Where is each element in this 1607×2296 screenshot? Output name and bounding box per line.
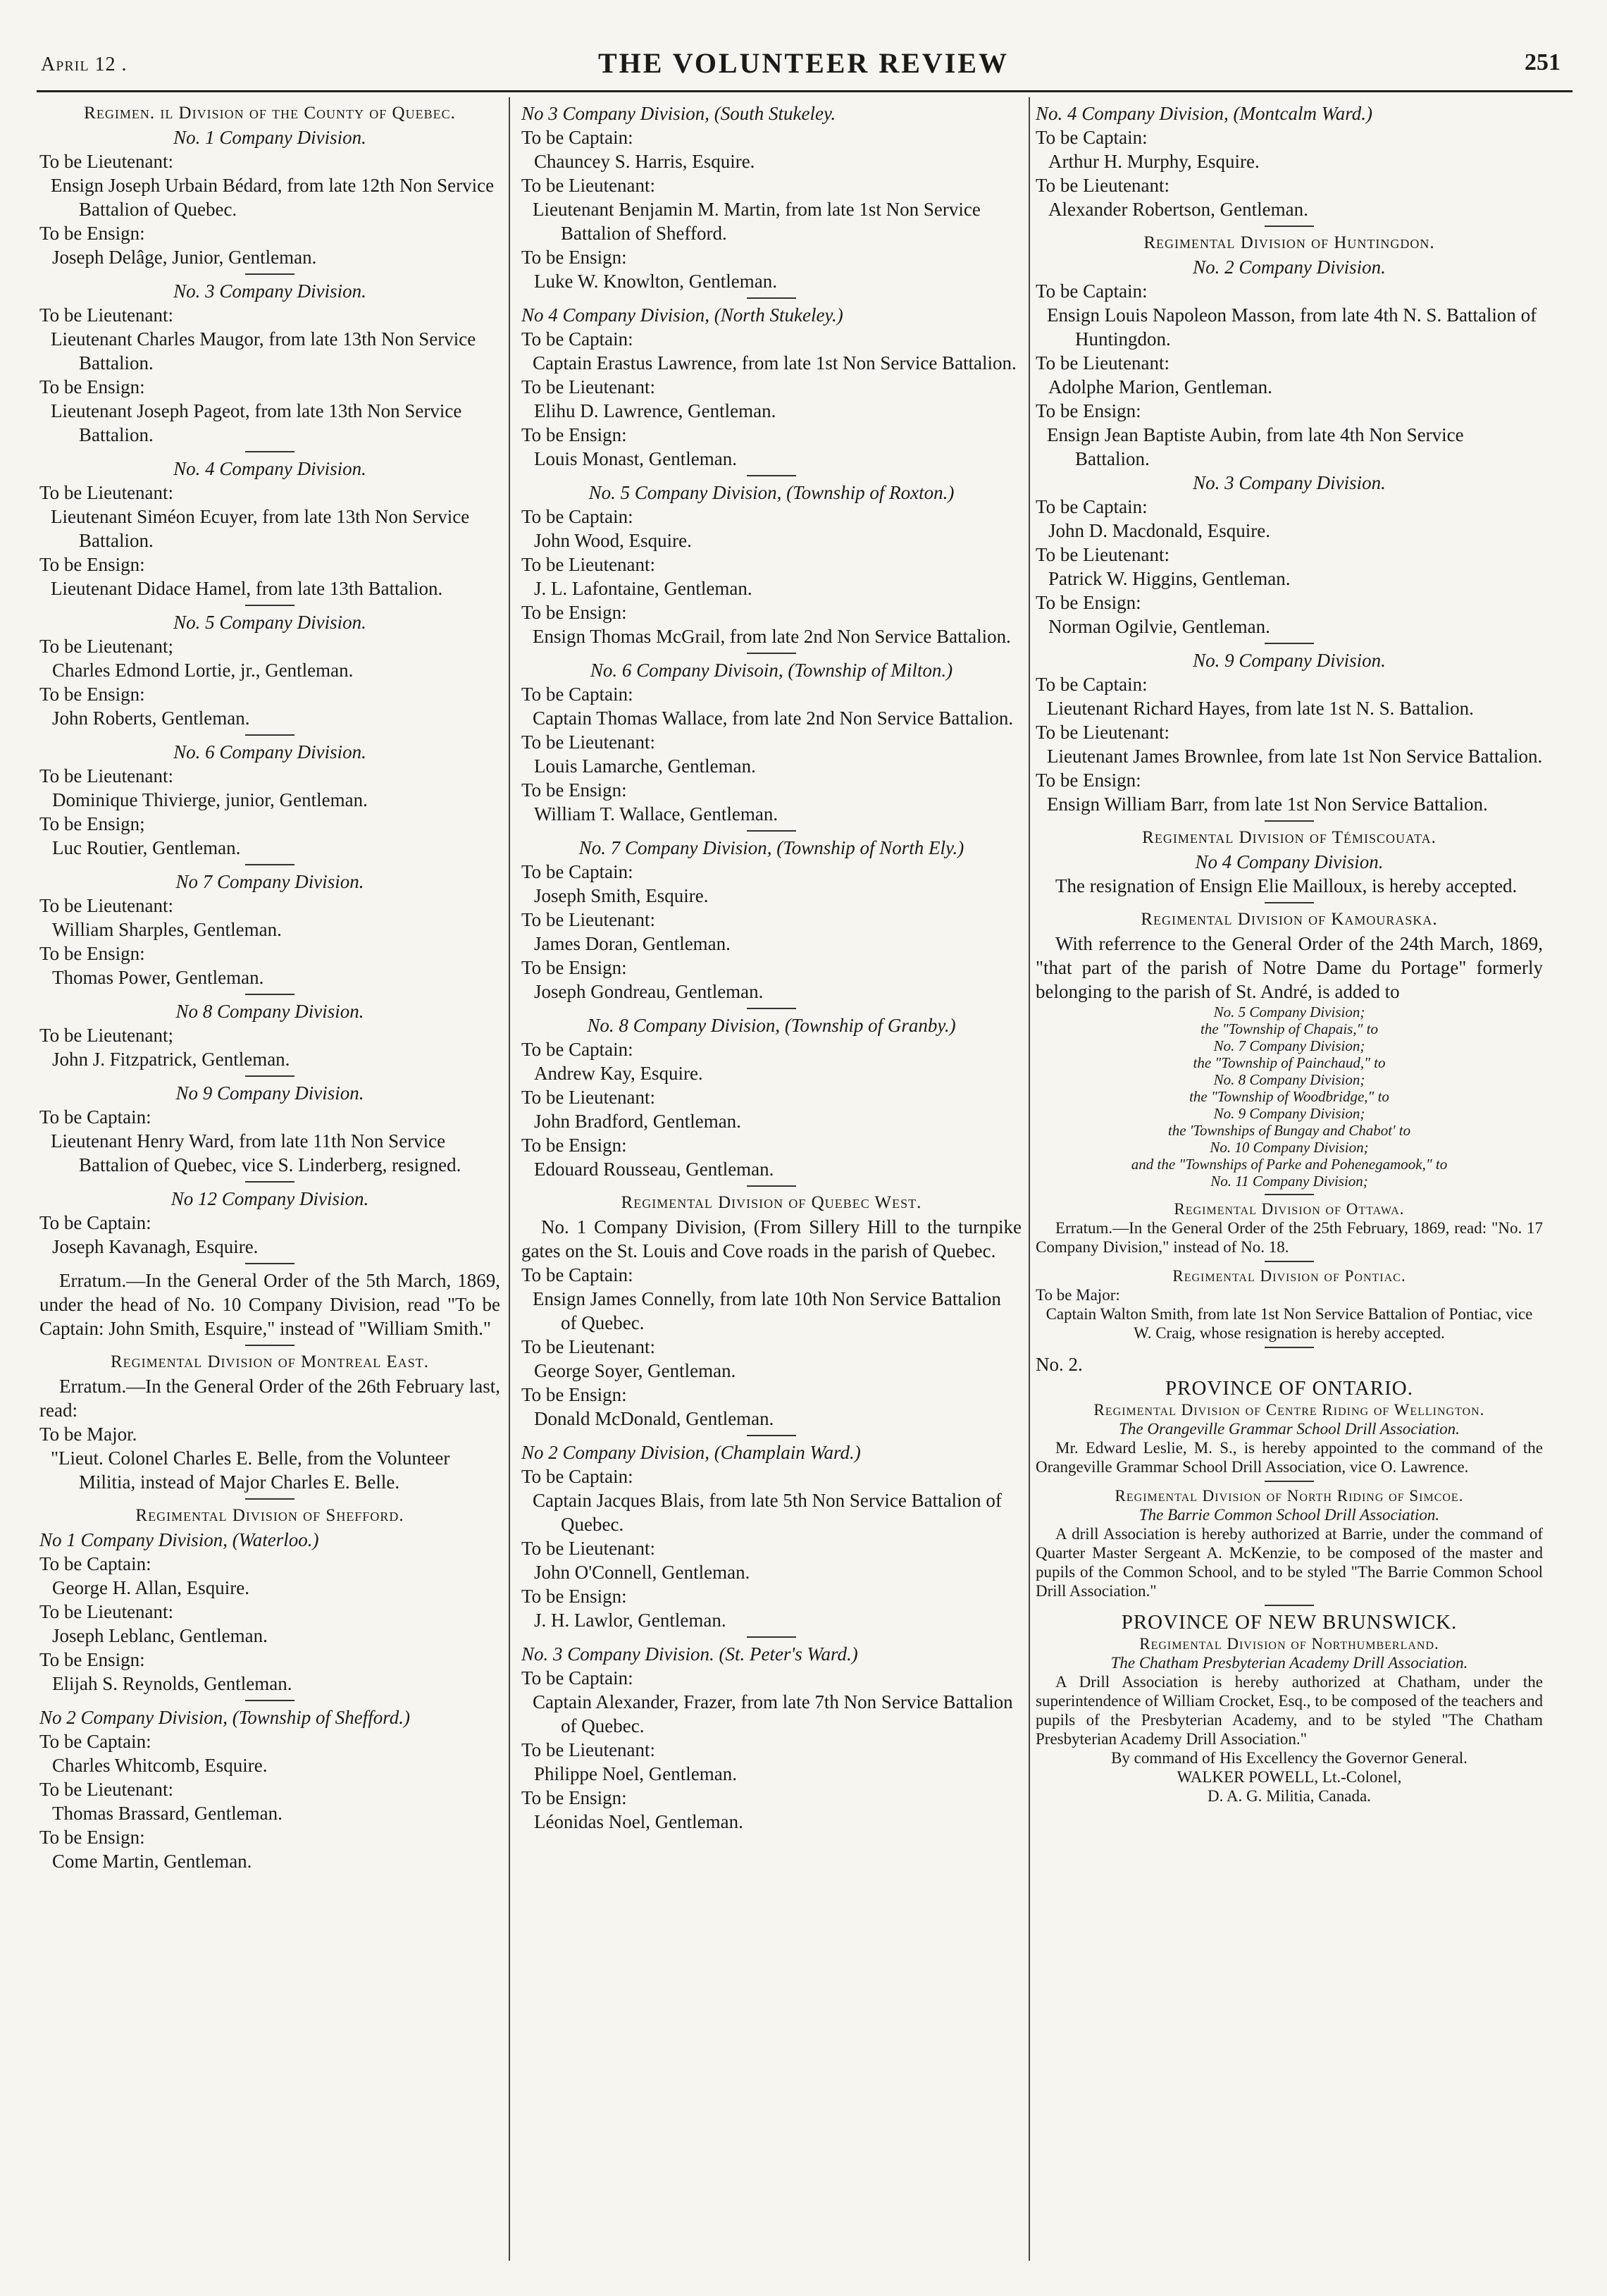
appointment-role: To be Lieutenant: [39,765,174,786]
appointment-role: To be Lieutenant: [521,376,656,397]
division-assignment: the "Township of Painchaud," to [1193,1054,1386,1071]
company-division-heading: No 1 Company Division, (Waterloo.) [39,1529,319,1550]
appointee-name: Ensign James Connelly, from late 10th Non Service Battalion of Quebec. [533,1288,1001,1333]
appointment-role: To be Captain: [39,1553,151,1574]
company-division-heading: No. 5 Company Division, (Township of Roxton.) [588,482,955,503]
appointment-role: To be Lieutenant: [39,304,174,326]
appointment-role: To be Lieutenant: [39,482,174,503]
page-number: 251 [1525,49,1561,75]
appointee-name: Joseph Delâge, Junior, Gentleman. [52,247,317,268]
column-2 [521,101,1022,2272]
appointment-role: To be Ensign: [1036,770,1141,791]
appointment-role: To be Lieutenant; [39,1025,174,1046]
appointee-name: Patrick W. Higgins, Gentleman. [1048,568,1291,589]
division-assignment: No. 9 Company Division; [1213,1105,1365,1122]
appointee-name: Adolphe Marion, Gentleman. [1048,376,1272,397]
appointment-role: To be Captain: [521,1667,633,1689]
section-divider [1265,902,1314,903]
appointee-name: Lieutenant Benjamin M. Martin, from late 1st Non Service Battalion of Shefford. [533,199,981,244]
appointee-name: Luke W. Knowlton, Gentleman. [534,271,777,292]
section-divider [245,864,294,865]
section-heading: Regimental Division of Shefford. [135,1506,404,1525]
appointee-name: William T. Wallace, Gentleman. [534,803,778,825]
appointee-name: Lieutenant Didace Hamel, from late 13th Battalion. [51,578,443,599]
appointment-role: To be Ensign: [521,779,627,801]
company-division-heading: No 12 Company Division. [170,1188,369,1209]
appointee-name: Ensign Joseph Urbain Bédard, from late 12th Non Service Battalion of Quebec. [51,175,495,220]
notice-paragraph: Mr. Edward Leslie, M. S., is hereby appointed to the command of the Orangeville Grammar School Drill Association, vice O. Lawrence. [1036,1439,1543,1476]
page-header [0,44,1607,86]
appointment-role: To be Captain: [521,506,633,527]
appointee-name: Charles Edmond Lortie, jr., Gentleman. [52,660,354,681]
appointment-role: To be Ensign: [521,1135,627,1156]
appointee-name: Andrew Kay, Esquire. [534,1063,703,1084]
appointment-role: To be Captain: [39,1731,151,1752]
appointment-role: To be Lieutenant: [1036,544,1170,565]
column-1 [39,101,500,2272]
appointee-name: Léonidas Noel, Gentleman. [534,1811,743,1832]
appointment-role: To be Lieutenant: [39,1601,174,1622]
division-assignment: the "Township of Woodbridge," to [1189,1088,1389,1105]
division-assignment: No. 11 Company Division; [1210,1173,1368,1190]
appointment-role: To be Ensign: [1036,400,1141,421]
section-divider [245,451,294,452]
company-division-heading: No. 7 Company Division, (Township of North Ely.) [578,837,964,858]
appointment-role: To be Ensign: [39,554,145,575]
division-assignment: No. 10 Company Division; [1210,1139,1369,1156]
appointment-role: To be Ensign: [521,602,627,623]
notice-paragraph: A drill Association is hereby authorized at Barrie, under the command of Quarter Master Sergeant A. McKenzie, to be composed of the master and pupils of the Common School, and to be styled "The Barrie Common School Drill Association." [1036,1525,1543,1600]
company-division-heading: No. 6 Company Division. [173,741,366,763]
appointee-name: Dominique Thivierge, junior, Gentleman. [52,789,368,810]
company-division-heading: No. 6 Company Divisoin, (Township of Milton.) [590,660,953,681]
appointment-role: To be Lieutenant: [1036,352,1170,374]
appointee-name: George Soyer, Gentleman. [534,1360,736,1381]
notice-paragraph: No. 1 Company Division, (From Sillery Hill to the turnpike gates on the St. Louis and Cove roads in the parish of Quebec. [521,1216,1022,1261]
appointment-role: To be Captain: [1036,280,1148,302]
appointment-role: To be Ensign: [521,247,627,268]
signature-line: D. A. G. Militia, Canada. [1208,1787,1371,1805]
appointment-role: To be Captain: [39,1212,151,1233]
appointee-name: Lieutenant James Brownlee, from late 1st Non Service Battalion. [1047,746,1543,767]
company-division-heading: No. 3 Company Division. [173,280,366,302]
appointment-role: To be Captain: [39,1106,151,1128]
appointee-name: J. L. Lafontaine, Gentleman. [534,578,752,599]
section-heading: Regimental Division of Kamouraska. [1141,910,1438,929]
appointee-name: Captain Thomas Wallace, from late 2nd Non Service Battalion. [533,708,1014,729]
appointment-role: To be Lieutenant: [521,1538,656,1559]
notice-paragraph: Erratum.—In the General Order of the 5th March, 1869, under the head of No. 10 Company Division, read "To be Captain: John Smith, Esquire," instead of "William Smith." [39,1270,500,1339]
appointment-role: To be Captain: [521,328,633,350]
division-assignment: and the "Townships of Parke and Pohenegamook," to [1131,1156,1448,1173]
section-divider [1265,820,1314,822]
appointment-role: To be Lieutenant: [1036,175,1170,196]
appointee-name: Arthur H. Murphy, Esquire. [1048,151,1260,172]
appointment-role: To be Captain: [521,1466,633,1487]
appointee-name: Norman Ogilvie, Gentleman. [1048,616,1270,637]
appointment-role: To be Ensign; [39,813,145,834]
section-divider [1265,1481,1314,1482]
appointee-name: Lieutenant Joseph Pageot, from late 13th Non Service Battalion. [51,400,462,445]
appointee-name: John J. Fitzpatrick, Gentleman. [52,1049,290,1070]
company-division-heading: No. 4 Company Division. [173,458,366,479]
section-divider [747,653,796,654]
appointee-name: Joseph Gondreau, Gentleman. [534,981,764,1002]
division-assignment: the 'Townships of Bungay and Chabot' to [1167,1122,1411,1139]
company-division-heading: No. 3 Company Division. (St. Peter's Ward.) [521,1643,858,1665]
section-divider [1265,643,1314,644]
section-divider [245,1263,294,1264]
appointee-name: Captain Erastus Lawrence, from late 1st Non Service Battalion. [533,352,1017,374]
appointment-role: To be Ensign: [521,1586,627,1607]
appointee-name: Alexander Robertson, Gentleman. [1048,199,1308,220]
section-heading: Regimental Division of North Riding of Simcoe. [1115,1487,1464,1505]
appointee-name: Ensign Louis Napoleon Masson, from late 4th N. S. Battalion of Huntingdon. [1047,304,1537,350]
company-division-heading: No. 9 Company Division. [1193,650,1386,671]
appointee-name: Luc Routier, Gentleman. [52,837,241,858]
notice-paragraph: With referrence to the General Order of the 24th March, 1869, "that part of the parish of Notre Dame du Portage" formerly belonging to the parish of St. André, is added to [1036,933,1543,1002]
section-divider [747,1636,796,1638]
company-division-heading: No. 8 Company Division, (Township of Granby.) [587,1015,956,1036]
company-division-heading: No 7 Company Division. [175,871,364,892]
company-division-heading: No. 4 Company Division, (Montcalm Ward.) [1036,103,1372,124]
appointment-role: To be Ensign: [39,1827,145,1848]
notice-paragraph: The resignation of Ensign Elie Mailloux, is hereby accepted. [1055,875,1518,896]
appointment-role: To be Major: [1036,1286,1120,1304]
company-division-heading: No. 3 Company Division. [1193,472,1386,493]
appointment-role: To be Lieutenant: [1036,722,1170,743]
appointment-role: To be Lieutenant; [39,636,174,657]
section-divider [1265,1261,1314,1262]
section-divider [245,1345,294,1346]
appointee-name: Thomas Brassard, Gentleman. [52,1803,283,1824]
division-assignment: No. 7 Company Division; [1213,1037,1365,1054]
signature-line: WALKER POWELL, Lt.-Colonel, [1177,1768,1402,1786]
company-division-heading: No 9 Company Division. [175,1082,364,1104]
appointee-name: James Doran, Gentleman. [534,933,731,954]
publication-title: THE VOLUNTEER REVIEW [597,47,1010,79]
division-assignment: No. 8 Company Division; [1213,1071,1365,1088]
appointee-name: John Roberts, Gentleman. [52,708,250,729]
section-divider [245,734,294,736]
signature-line: By command of His Excellency the Governor General. [1111,1749,1468,1767]
appointment-role: To be Ensign: [39,223,145,244]
section-divider [747,475,796,476]
section-divider [1265,1605,1314,1606]
division-assignment: No. 5 Company Division; [1213,1004,1365,1020]
column-rule [509,97,510,2261]
appointment-role: To be Ensign: [1036,592,1141,613]
appointment-role: To be Captain: [521,684,633,705]
appointee-name: Ensign William Barr, from late 1st Non Service Battalion. [1047,794,1488,815]
appointment-role: To be Captain: [1036,674,1148,695]
company-division-heading: No. 1 Company Division. [173,127,366,148]
appointment-role: To be Ensign: [521,957,627,978]
appointment-role: To be Lieutenant: [39,895,174,916]
province-heading: PROVINCE OF ONTARIO. [1165,1377,1413,1400]
appointee-name: Elijah S. Reynolds, Gentleman. [52,1673,292,1694]
section-divider [747,830,796,832]
appointee-name: Lieutenant Charles Maugor, from late 13th Non Service Battalion. [51,328,476,374]
appointment-role: To be Ensign: [521,424,627,445]
appointment-role: To be Ensign: [39,684,145,705]
section-divider [1265,1347,1314,1348]
appointment-role: To be Major. [39,1424,137,1445]
appointee-name: William Sharples, Gentleman. [52,919,282,940]
signature-line: Captain Walton Smith, from late 1st Non Service Battalion of Pontiac, vice W. Craig, whose resignation is hereby accepted. [1046,1305,1533,1342]
section-divider [1265,226,1314,227]
section-heading: Regimental Division of Centre Riding of Wellington. [1093,1401,1485,1419]
appointee-name: Captain Alexander, Frazer, from late 7th Non Service Battalion of Quebec. [533,1691,1013,1736]
section-heading: Regimental Division of Pontiac. [1172,1267,1406,1285]
section-divider [245,1075,294,1077]
column-rule [1029,97,1030,2261]
division-assignment: the "Township of Chapais," to [1200,1020,1378,1037]
appointment-role: To be Ensign: [521,1787,627,1808]
appointee-name: Ensign Thomas McGrail, from late 2nd Non Service Battalion. [533,626,1011,647]
appointment-role: To be Lieutenant: [521,909,656,930]
appointment-role: No. 2. [1036,1354,1083,1375]
company-division-heading: No. 2 Company Division. [1193,257,1386,278]
appointee-name: Captain Jacques Blais, from late 5th Non Service Battalion of Quebec. [533,1490,1002,1535]
appointee-name: Louis Monast, Gentleman. [534,448,737,469]
appointment-role: To be Ensign: [39,943,145,964]
appointee-name: Joseph Leblanc, Gentleman. [52,1625,268,1646]
appointment-role: To be Lieutenant: [521,1739,656,1760]
appointee-name: Thomas Power, Gentleman. [52,967,264,988]
section-divider [1265,1194,1314,1195]
appointee-name: Lieutenant Henry Ward, from late 11th Non Service Battalion of Quebec, vice S. Linderberg, resigned. [51,1130,461,1175]
section-divider [747,1185,796,1187]
company-division-heading: No. 5 Company Division. [173,612,366,633]
section-heading: Regimental Division of Huntingdon. [1143,233,1435,252]
appointee-name: John Bradford, Gentleman. [534,1111,741,1132]
appointee-name: John O'Connell, Gentleman. [534,1562,750,1583]
appointment-role: To be Captain: [521,1264,633,1285]
section-divider [245,605,294,606]
column-3 [1036,101,1543,2272]
section-heading: Regimental Division of Témiscouata. [1142,828,1437,847]
appointment-role: To be Captain: [521,127,633,148]
company-division-heading: No 4 Company Division, (North Stukeley.) [521,304,843,326]
notice-paragraph: Erratum.—In the General Order of the 26th February last, read: [39,1376,500,1421]
appointment-role: To be Captain: [1036,127,1148,148]
appointment-role: To be Lieutenant: [521,1336,656,1357]
appointment-role: To be Lieutenant: [39,1779,174,1800]
association-name: The Barrie Common School Drill Association. [1138,1506,1440,1524]
issue-date: April 12 . [41,54,128,75]
association-name: The Chatham Presbyterian Academy Drill Association. [1110,1654,1468,1672]
section-divider [747,297,796,299]
company-division-heading: No 2 Company Division, (Township of Shefford.) [39,1707,411,1728]
section-heading: Regimental Division of Ottawa. [1174,1200,1405,1218]
section-divider [747,1008,796,1009]
section-heading: Regimental Division of Northumberland. [1139,1635,1439,1653]
appointment-role: To be Lieutenant: [521,175,656,196]
appointee-name: Ensign Jean Baptiste Aubin, from late 4th Non Service Battalion. [1047,424,1464,469]
notice-paragraph: Erratum.—In the General Order of the 25th February, 1869, read: "No. 17 Company Division," instead of No. 18. [1036,1219,1543,1256]
appointee-name: Lieutenant Richard Hayes, from late 1st N. S. Battalion. [1047,698,1474,719]
appointee-name: Joseph Smith, Esquire. [534,885,709,906]
appointment-role: To be Ensign: [39,376,145,397]
notice-paragraph: A Drill Association is hereby authorized at Chatham, under the superintendence of William Crocket, Esq., to be composed of the teachers and pupils of the Presbyterian Academy, and to be styled "The Chatham Presbyterian Academy Drill Association." [1036,1673,1543,1748]
appointee-name: Joseph Kavanagh, Esquire. [52,1236,259,1257]
appointee-name: Donald McDonald, Gentleman. [534,1408,774,1429]
appointment-role: To be Captain: [1036,496,1148,517]
appointee-name: Elihu D. Lawrence, Gentleman. [534,400,776,421]
header-rule [37,90,1572,92]
company-division-heading: No 8 Company Division. [175,1001,364,1022]
appointee-name: "Lieut. Colonel Charles E. Belle, from the Volunteer Militia, instead of Major Charles E. Belle. [51,1448,450,1493]
appointment-role: To be Ensign: [521,1384,627,1405]
section-divider [245,1700,294,1701]
section-divider [747,1435,796,1436]
appointee-name: Come Martin, Gentleman. [52,1851,252,1872]
appointment-role: To be Lieutenant: [39,151,174,172]
appointment-role: To be Captain: [521,861,633,882]
appointee-name: George H. Allan, Esquire. [52,1577,249,1598]
appointee-name: Philippe Noel, Gentleman. [534,1763,737,1784]
appointee-name: J. H. Lawlor, Gentleman. [534,1610,726,1631]
appointee-name: Louis Lamarche, Gentleman. [534,755,756,777]
section-divider [245,1498,294,1500]
appointee-name: John D. Macdonald, Esquire. [1048,520,1270,541]
section-heading: Regimental Division of Quebec West. [621,1193,922,1212]
appointee-name: Chauncey S. Harris, Esquire. [534,151,755,172]
section-heading: Regimental Division of Montreal East. [110,1352,429,1371]
appointee-name: Charles Whitcomb, Esquire. [52,1755,268,1776]
appointee-name: John Wood, Esquire. [534,530,692,551]
section-divider [245,273,294,275]
appointment-role: To be Lieutenant: [521,1087,656,1108]
appointment-role: To be Lieutenant: [521,554,656,575]
company-division-heading: No 2 Company Division, (Champlain Ward.) [521,1442,861,1463]
association-name: The Orangeville Grammar School Drill Association. [1119,1420,1460,1438]
appointee-name: Edouard Rousseau, Gentleman. [534,1159,774,1180]
section-divider [245,994,294,995]
company-division-heading: No 3 Company Division, (South Stukeley. [521,103,836,124]
section-divider [245,1181,294,1183]
appointment-role: To be Lieutenant: [521,732,656,753]
appointee-name: Lieutenant Siméon Ecuyer, from late 13th Non Service Battalion. [51,506,470,551]
appointment-role: To be Ensign: [39,1649,145,1670]
province-heading: PROVINCE OF NEW BRUNSWICK. [1121,1611,1458,1634]
appointment-role: To be Captain: [521,1039,633,1060]
section-heading: Regimen. il Division of the County of Quebec. [84,104,456,123]
company-division-heading: No 4 Company Division. [1195,851,1384,872]
